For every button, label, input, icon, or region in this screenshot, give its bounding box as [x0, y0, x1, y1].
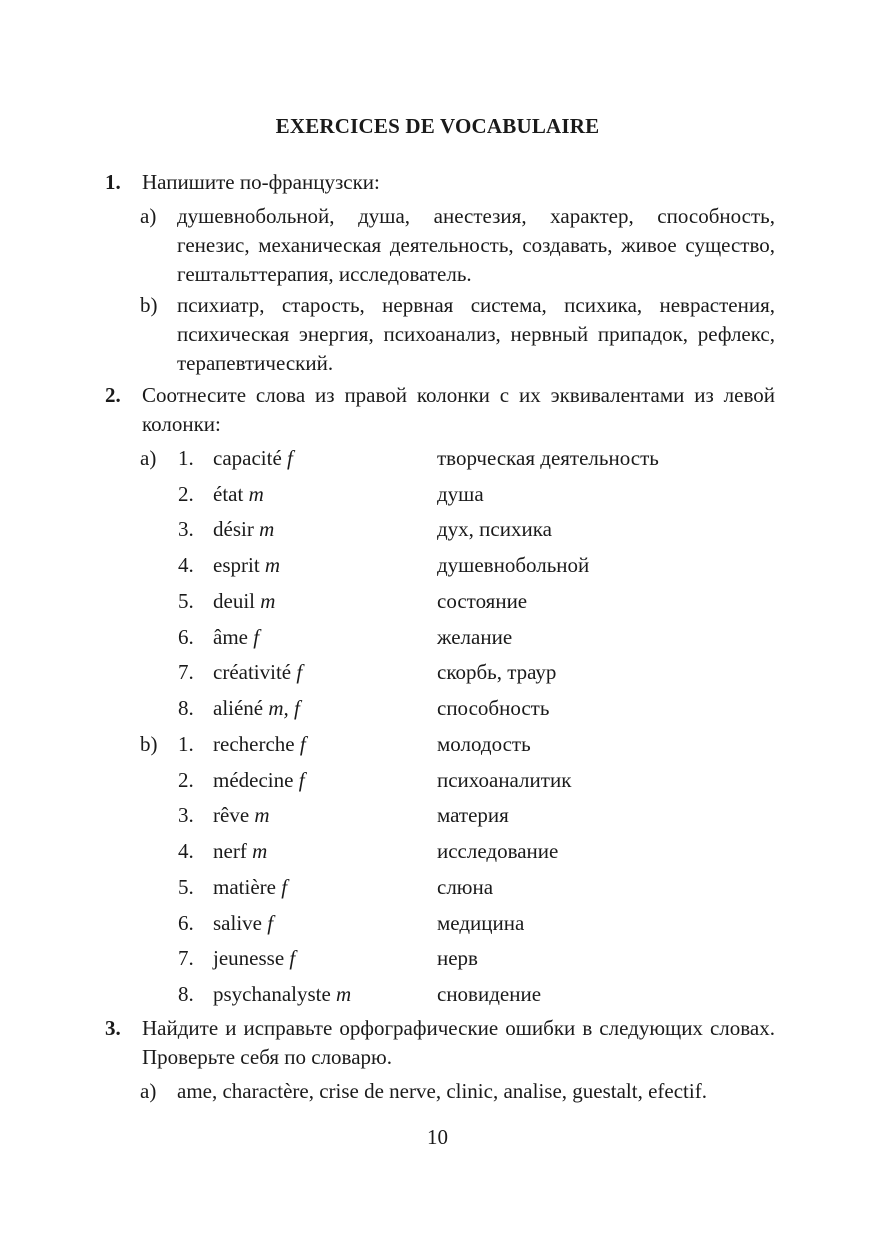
russian-translation: душевнобольной: [437, 553, 590, 578]
word-text: désir: [213, 517, 254, 542]
page-title: EXERCICES DE VOCABULAIRE: [275, 114, 600, 138]
matching-row: [140, 944, 740, 974]
word-text: psychanalyste: [213, 981, 331, 1006]
russian-translation: нерв: [437, 946, 478, 971]
russian-translation: психоаналитик: [437, 767, 572, 792]
page-number: 10: [427, 1125, 448, 1149]
russian-translation: скорбь, траур: [437, 660, 557, 685]
french-word: [213, 837, 267, 866]
matching-row: [140, 837, 740, 867]
russian-translation: материя: [437, 803, 509, 828]
part-text: ame, charactère, crise de nerve, clinic, analise, guestalt, efectif.: [177, 1079, 707, 1103]
french-word: [213, 909, 273, 938]
gender-mark: f: [281, 874, 288, 899]
matching-row: [140, 766, 740, 796]
gender-mark: m: [252, 839, 268, 864]
item-number: 8.: [178, 695, 194, 720]
word-text: âme: [213, 624, 248, 649]
word-text: capacité: [213, 446, 282, 470]
french-word: [213, 515, 274, 544]
matching-row: [140, 444, 740, 474]
word-text: salive: [213, 910, 262, 935]
word-text: matière: [213, 874, 276, 899]
part-label: a): [140, 446, 157, 470]
gender-mark: f: [296, 660, 303, 685]
word-text: esprit: [213, 553, 260, 578]
part-text: душевнобольной, душа, анестезия, характер, способность, генезис, механическая деятельность, создавать, живое существо, гештальттерапия, исследователь.: [177, 204, 775, 286]
exercise-1-part-a: [140, 202, 775, 289]
exercise-3: [105, 1014, 775, 1072]
gender-mark: f: [298, 767, 305, 792]
matching-row: [140, 801, 740, 831]
gender-mark: f: [253, 624, 260, 649]
matching-row: [140, 694, 740, 724]
matching-row: [140, 980, 740, 1010]
russian-translation: слюна: [437, 874, 494, 899]
exercise-1: [105, 168, 775, 197]
french-word: [213, 801, 270, 830]
matching-row: [140, 515, 740, 545]
exercise-instruction: Найдите и исправьте орфографические ошибки в следующих словах. Проверьте себя по словарю.: [142, 1016, 775, 1069]
item-number: 5.: [178, 874, 194, 899]
french-word: [213, 694, 300, 723]
exercise-number: 2.: [105, 383, 121, 407]
russian-translation: душа: [437, 481, 484, 506]
word-text: créativité: [213, 660, 292, 685]
gender-mark: m: [248, 481, 264, 506]
russian-translation: творческая деятельность: [437, 446, 659, 470]
word-text: aliéné: [213, 695, 264, 720]
russian-translation: молодость: [437, 732, 531, 756]
exercise-3-part-a: [140, 1077, 775, 1106]
gender-mark: m: [264, 553, 281, 578]
gender-mark: f: [289, 946, 296, 971]
part-label: a): [140, 204, 157, 228]
russian-translation: желание: [437, 624, 513, 649]
french-word: [213, 944, 295, 973]
word-text: rêve: [213, 803, 250, 828]
item-number: 7.: [178, 660, 194, 685]
part-label: b): [140, 293, 158, 317]
item-number: 1.: [178, 446, 194, 470]
word-text: état: [213, 481, 244, 506]
exercise-instruction: Напишите по-французски:: [142, 170, 380, 194]
matching-row: [140, 873, 740, 903]
exercise-number: 1.: [105, 170, 121, 194]
matching-row: [140, 730, 740, 760]
exercise-2: [105, 381, 775, 439]
word-text: médecine: [213, 767, 294, 792]
item-number: 1.: [178, 732, 194, 756]
item-number: 8.: [178, 981, 194, 1006]
exercise-1-part-b: [140, 291, 775, 378]
gender-mark: f: [299, 732, 306, 756]
french-word: [213, 587, 275, 616]
item-number: 4.: [178, 553, 194, 578]
part-label: a): [140, 1079, 157, 1103]
french-word: [213, 766, 305, 795]
item-number: 5.: [178, 588, 194, 613]
matching-row: [140, 480, 740, 510]
french-word: [213, 480, 264, 509]
french-word: [213, 551, 280, 580]
french-word: [213, 873, 287, 902]
exercise-number: 3.: [105, 1016, 121, 1040]
russian-translation: сновидение: [437, 981, 542, 1006]
exercise-instruction: Соотнесите слова из правой колонки с их эквивалентами из левой колонки:: [142, 383, 775, 436]
item-number: 6.: [178, 624, 194, 649]
matching-row: [140, 587, 740, 617]
gender-mark: f: [267, 910, 274, 935]
russian-translation: дух, психика: [437, 517, 552, 542]
gender-mark: m, f: [268, 695, 300, 720]
gender-mark: m: [259, 517, 275, 542]
item-number: 2.: [178, 481, 194, 506]
part-label: b): [140, 732, 158, 756]
item-number: 7.: [178, 946, 194, 971]
gender-mark: m: [336, 981, 352, 1006]
french-word: [213, 658, 302, 687]
french-word: [213, 980, 351, 1009]
russian-translation: состояние: [437, 588, 528, 613]
french-word: [213, 623, 259, 652]
french-word: [213, 444, 293, 473]
matching-row: [140, 658, 740, 688]
russian-translation: способность: [437, 695, 550, 720]
gender-mark: m: [260, 588, 276, 613]
matching-row: [140, 623, 740, 653]
russian-translation: медицина: [437, 910, 525, 935]
gender-mark: m: [254, 803, 270, 828]
word-text: nerf: [213, 839, 247, 864]
word-text: recherche: [213, 732, 295, 756]
word-text: deuil: [213, 588, 255, 613]
gender-mark: f: [287, 446, 293, 470]
item-number: 3.: [178, 803, 194, 828]
matching-row: [140, 551, 740, 581]
item-number: 4.: [178, 839, 194, 864]
french-word: [213, 730, 306, 759]
item-number: 6.: [178, 910, 194, 935]
russian-translation: исследование: [437, 839, 559, 864]
part-text: психиатр, старость, нервная система, психика, неврастения, психическая энергия, психоанализ, нервный припадок, рефлекс, терапевтический.: [177, 293, 775, 375]
item-number: 2.: [178, 767, 194, 792]
word-text: jeunesse: [213, 946, 285, 971]
item-number: 3.: [178, 517, 194, 542]
matching-row: [140, 909, 740, 939]
